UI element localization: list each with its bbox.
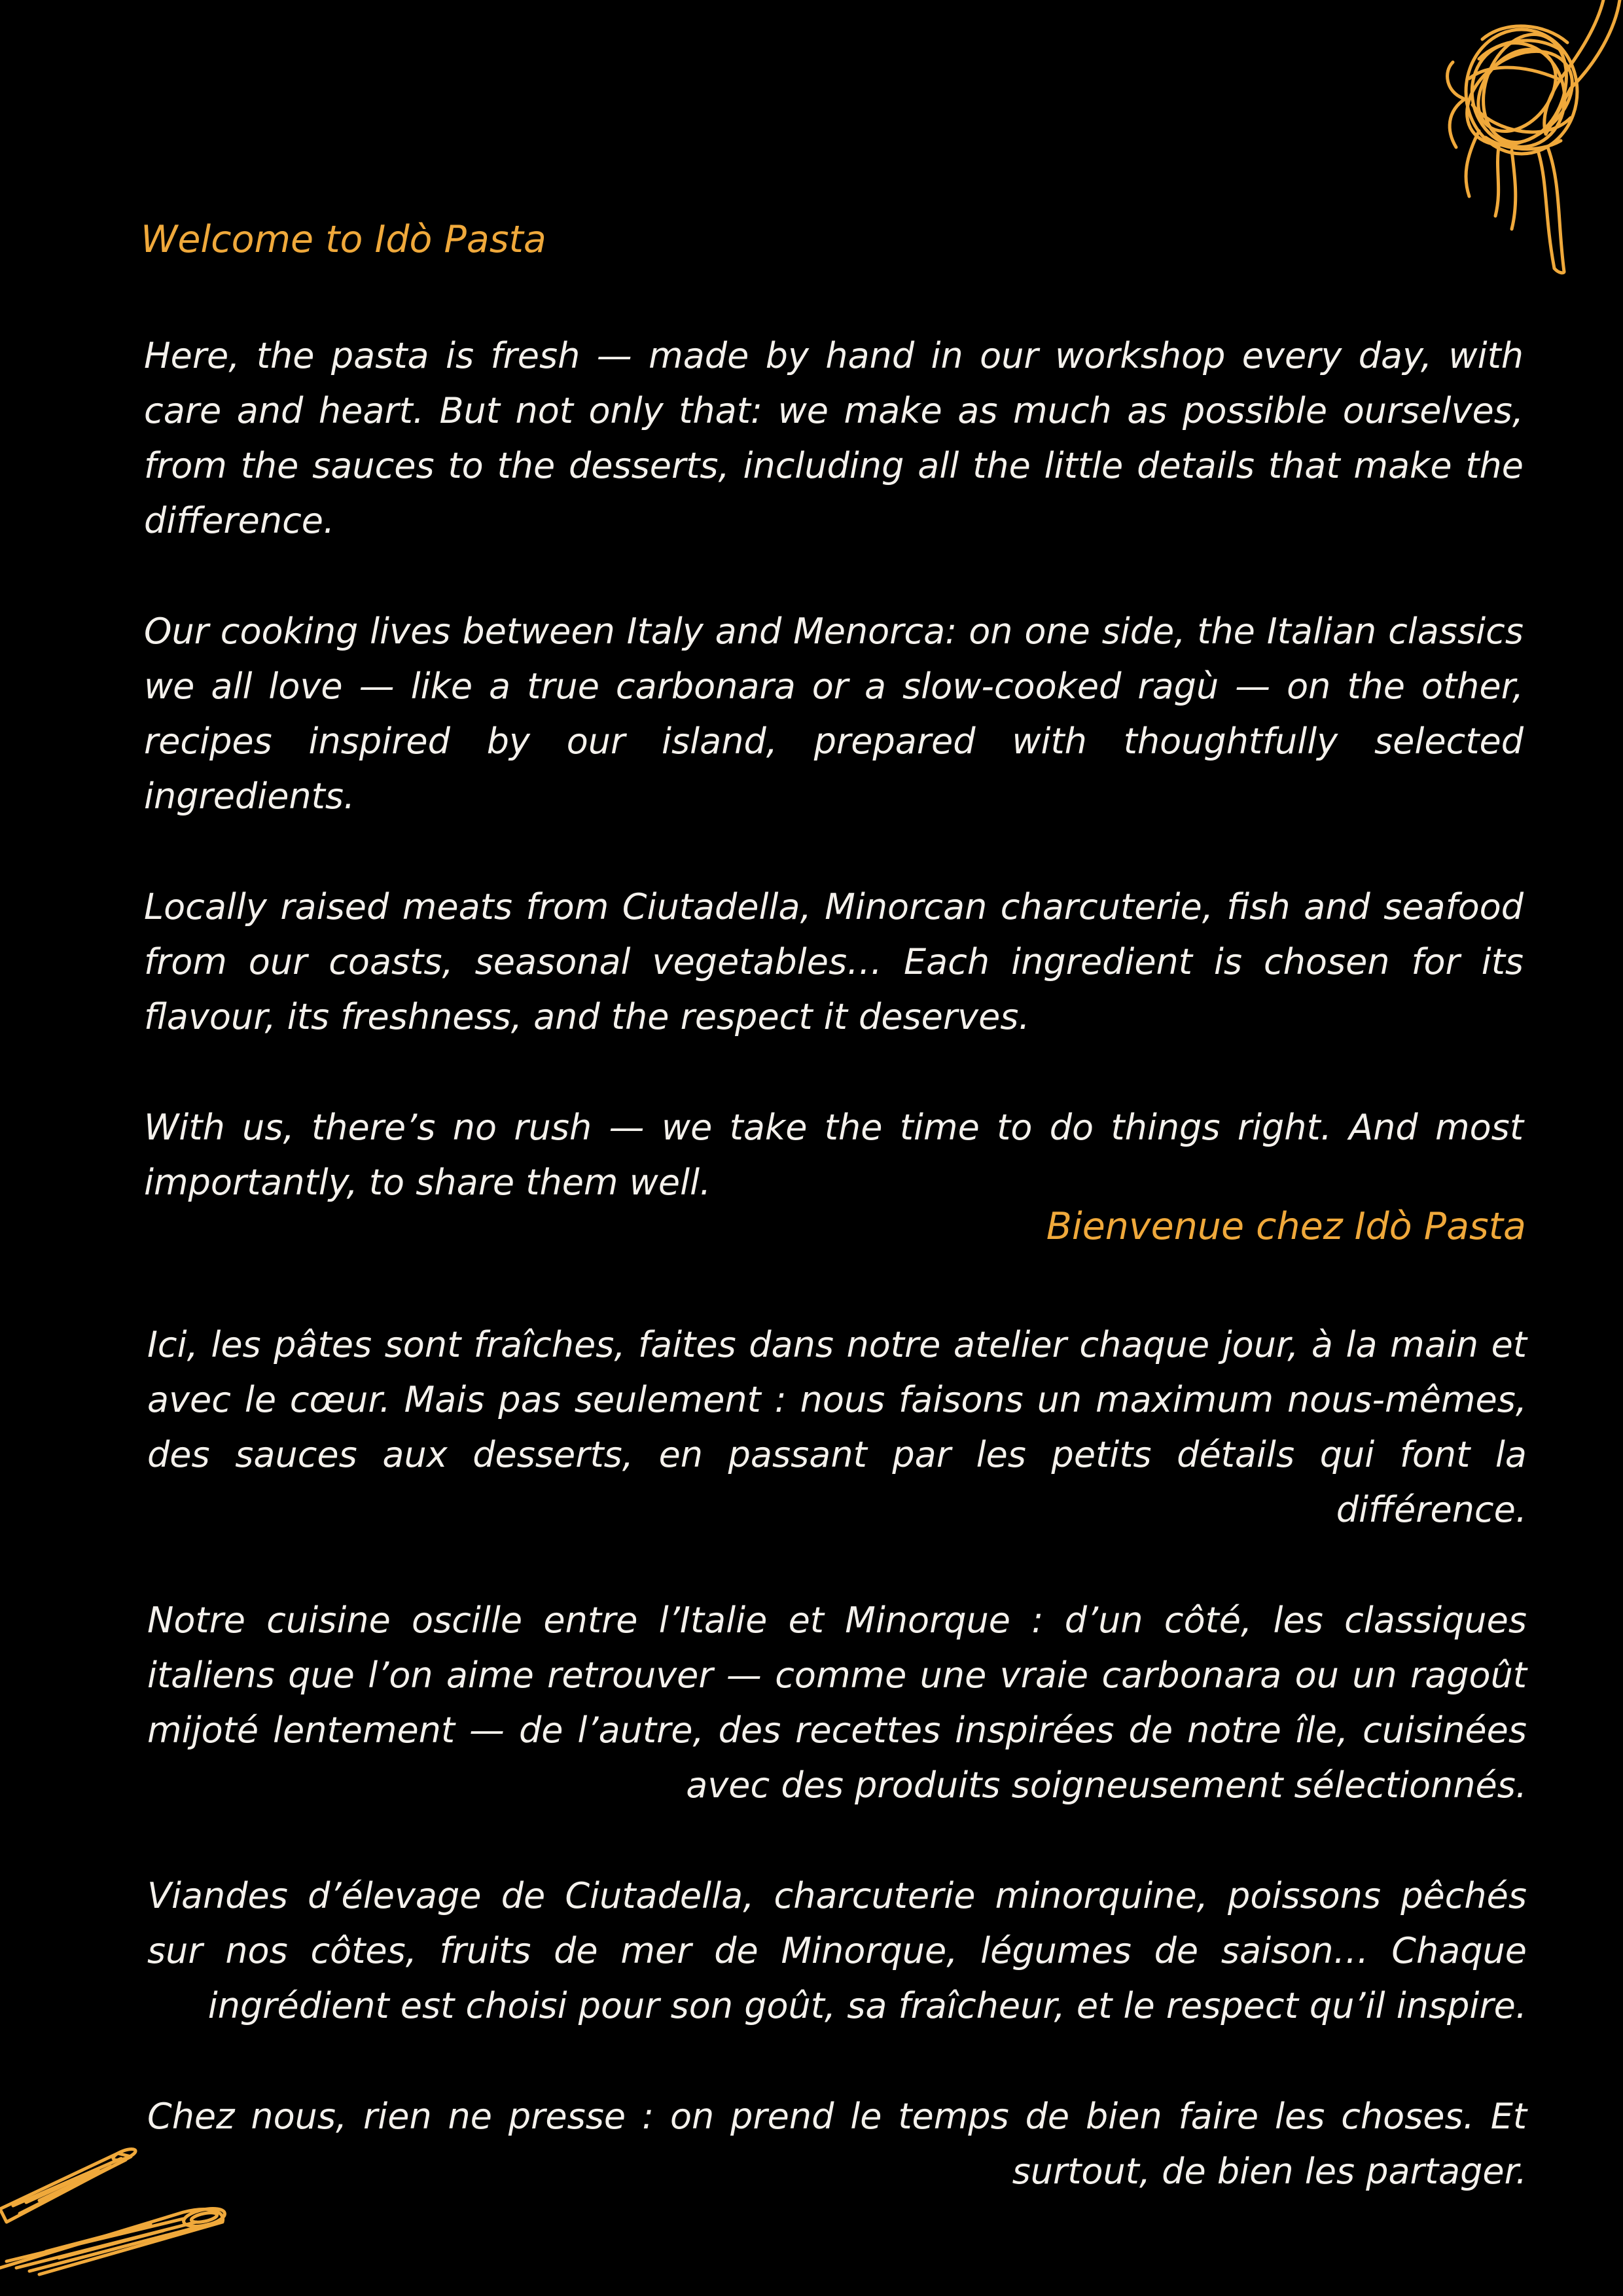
french-paragraph-3: Viandes d’élevage de Ciutadella, charcuterie minorquine, poissons pêchés sur nos côtes, fruits de mer de Minorque, légumes de saison… Chaque ingrédient est choisi pour son goût, sa fraîcheur, et le respect qu’il inspire. [147,1875,1527,2026]
french-paragraph-1: Ici, les pâtes sont fraîches, faites dans notre atelier chaque jour, à la main et avec le cœur. Mais pas seulement : nous faisons un maximum nous-mêmes, des sauces aux desserts, en passant par les petits détails qui font la différence. [147,1324,1527,1530]
pasta-on-fork-icon [1407,0,1623,275]
english-section [144,329,1524,1266]
french-section [147,1318,1527,2255]
english-paragraph-1: Here, the pasta is fresh — made by hand in our workshop every day, with care and heart. But not only that: we make as much as possible ourselves, from the sauces to the desserts, including all the little details that make the difference. [144,335,1524,541]
french-paragraph-2: Notre cuisine oscille entre l’Italie et Minorque : d’un côté, les classiques italiens que l’on aime retrouver — comme une vraie carbonara ou un ragoût mijoté lentement — de l’autre, des recettes inspirées de notre île, cuisinées avec des produits soigneusement sélectionnés. [147,1600,1527,1806]
english-title: Welcome to Idò Pasta [141,218,546,261]
penne-pasta-icon [0,2140,236,2278]
french-title: Bienvenue chez Idò Pasta [1046,1205,1526,1248]
english-paragraph-4: With us, there’s no rush — we take the time to do things right. And most importantly, to share them well. [144,1107,1524,1203]
english-paragraph-3: Locally raised meats from Ciutadella, Minorcan charcuterie, fish and seafood from our coasts, seasonal vegetables… Each ingredient is chosen for its flavour, its freshness, and the respect it deserves. [144,886,1524,1037]
english-paragraph-2: Our cooking lives between Italy and Menorca: on one side, the Italian classics we all love — like a true carbonara or a slow-cooked ragù — on the other, recipes inspired by our island, prepared with thoughtfully selected ingredients. [144,611,1524,817]
french-paragraph-4: Chez nous, rien ne presse : on prend le temps de bien faire les choses. Et surtout, de bien les partager. [147,2096,1527,2192]
